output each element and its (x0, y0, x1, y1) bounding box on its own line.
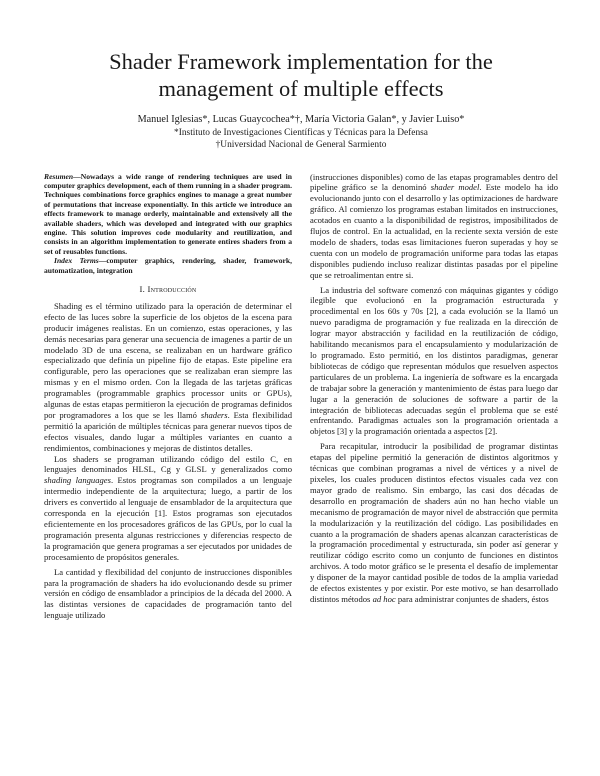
paragraph: La industria del software comenzó con máquinas gigantes y código ilegible que evolucionó en la programación estructurada y procedimental en los 60s y 70s [2], a cada evolución se la llamó un nuevo paradigma de programación y fue realizada en la dirección de lograr mayor abstracción y facilidad en la reutilización de código, habilitando mecanismos para el encapsulamiento y modularización de lo programado. Esto permitió, en los distintos paradigmas, generar bibliotecas de código que representan módulos que resuelven aspectos particulares de un problema. La ingeniería de software es la encargada de trabajar sobre la generación y mantenimiento de éstas para luego dar lugar a la generación de soluciones de software a partir de la integración de bibliotecas adecuadas según el problema que se esté enfrentando. Paradigmas actuales son la programación orientada a objetos [3] y la programación orientada a aspectos [2]. (310, 284, 558, 437)
left-column (44, 172, 292, 622)
abstract-text: —Nowadays a wide range of rendering techniques are used in computer graphics development, each of them running in a shader program. Techniques combinations force graphics engines to manage a great number of permutations that increase exponentially. In this article we introduce an effects framework to manage orderly, maintainable and extensively all the available shaders, which was developed and integrated with our graphics engine. This solution improves code modularity and reutilization, and consists in an algorithm implementation to generate entires shaders from a set of reusables functions. (44, 171, 292, 256)
index-terms-label: Index Terms (54, 256, 99, 266)
affiliation-1: *Instituto de Investigaciones Científicas y Técnicas para la Defensa (174, 127, 428, 138)
section-heading-introduccion: I. Introducción (139, 283, 197, 294)
paragraph: (instrucciones disponibles) como de las etapas programables dentro del pipeline gráfico se la denominó shader model. Este modelo ha ido evolucionando junto con el desarrollo y las optimizaciones de hardware gráfico. Al comienzo los programas estaban limitados en instrucciones, acotados en cuanto a la disponibilidad de registros, imposibilitados de flujos de control. En la actualidad, en la reciente sexta versión de este modelo de shaders, todas esas limitaciones fueron superadas y hoy se cuenta con un modelo de programación uniforme para todas las etapas disponibles pudiendo incluso realizar distintas pasadas por el pipeline que se retroalimentan entre si. (310, 171, 558, 280)
right-column (310, 172, 558, 622)
author-block (44, 114, 558, 152)
paragraph: Los shaders se programan utilizando código del estilo C, en lenguajes denominados HLSL, Cg y GLSL y generalizados como shading languages. Estos programas son compilados a un lenguaje intermedio independiente de la arquitectura; luego, a partir de los drivers es convertido al lenguaje de ensamblador de la arquitectura que corresponda en la ejecución [1]. Estos programas son ejecutados eficientemente en los procesadores gráficos de las GPUs, por lo cual la programación presenta algunas restricciones y diferencias respecto de la programación que genera programas a ser ejecutados por unidades de procesamiento de propósitos generales. (44, 453, 292, 562)
two-column-body (44, 172, 558, 622)
paragraph: La cantidad y flexibilidad del conjunto de instrucciones disponibles para la programación de shaders ha ido evolucionando desde su primer versión en código de ensamblador a principios de la década del 2000. A las distintas versiones de capacidades de programación tanto del lenguaje utilizado (44, 566, 292, 621)
abstract (44, 172, 292, 257)
paper-title (44, 48, 558, 102)
abstract-label: Resumen (44, 171, 74, 181)
paragraph: Para recapitular, introducir la posibilidad de programar distintas etapas del pipeline permitió la generación de distintos algoritmos y técnicas que combinan programas a nivel de vértices y a nivel de pixeles, los cuales producen distintos efectos visuales cada vez con mayor grado de realismo. Sin embargo, las casi dos décadas de desarrollo en programación de shaders aún no han hecho viable un mecanismo de programación de mayor nivel de abstracción que permita la modularización y la reutilización del código. Las posibilidades en cuanto a la programación de shaders apenas alcanzan características de la programación procedimental y estructurada, sin poder así generar y reutilizar código escrito como un conjunto de funciones en distintos archivos. A todo motor gráfico se le presenta el desafío de implementar y disponer de la mayor cantidad posible de todos de la amplia variedad de efectos existentes y por existir. Por este motivo, se han desarrollado distintos métodos ad hoc para administrar conjuntes de shaders, éstos (310, 441, 558, 604)
paragraph: Shading es el término utilizado para la operación de determinar el efecto de las luces sobre la superficie de los objetos de la escena para producir imágenes realistas. En un comienzo, estas operaciones, y las demás necesarias para generar una secuencia de imagenes a partir de un modelado 3D de una escena, se realizaban en un hardware gráfico especializado que definía un pipeline fijo de etapas. Este pipeline era configurable, pero las operaciones que se realizaban eran siempre las mismas y en el mismo orden. Con la llegada de las tarjetas gráficas programables (programmable graphics processor units or GPUs), algunas de estas etapas permitieron la ejecución de programas definidos por programadores a los que se les llamó shaders. Esta flexibilidad permitió la aparición de múltiples técnicas para generar nuevos tipos de efectos visuales, dando lugar a múltiples variantes en cuanto a rendimientos, combinaciones y mejoras de distintos detalles. (44, 300, 292, 453)
title-line-2: management of multiple effects (158, 76, 444, 101)
affiliation-2: †Universidad Nacional de General Sarmiento (215, 140, 387, 150)
index-terms-text: —computer graphics, rendering, shader, framework, automatization, integration (44, 256, 292, 275)
author-names: Manuel Iglesias*, Lucas Guaycochea*†, María Victoria Galan*, y Javier Luiso* (137, 114, 465, 125)
title-line-1: Shader Framework implementation for the (109, 49, 493, 74)
index-terms (44, 256, 292, 275)
